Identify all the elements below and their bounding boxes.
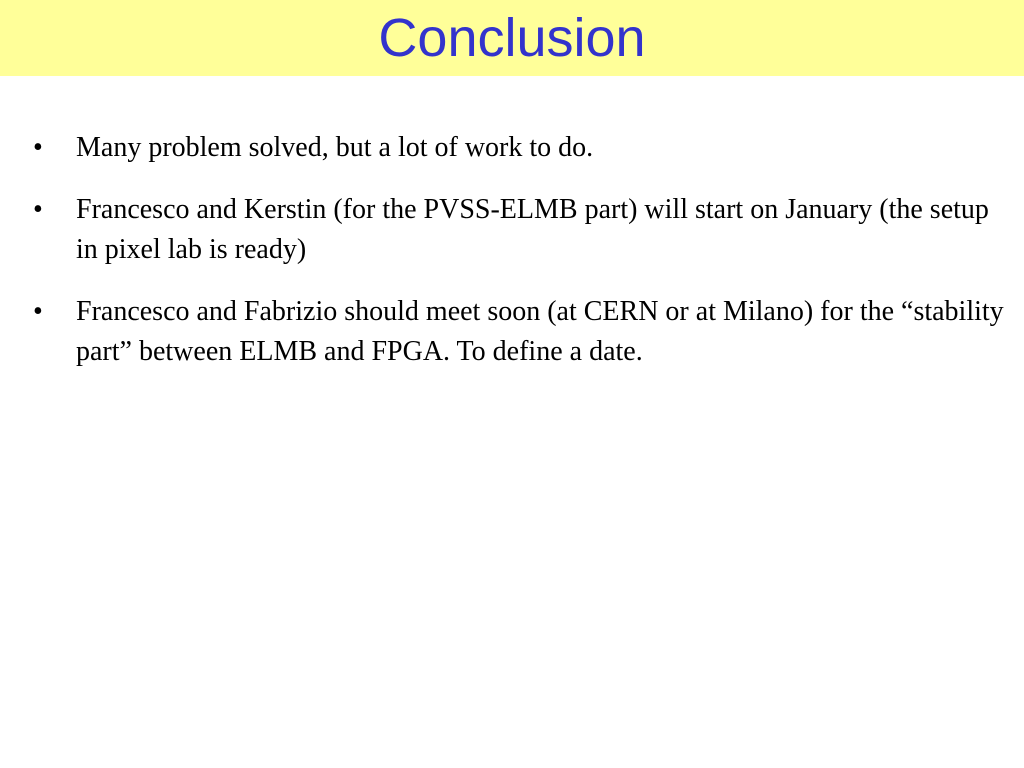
bullet-list [33, 128, 1013, 394]
bullet-item [33, 190, 1013, 270]
bullet-dot-icon: • [33, 296, 43, 327]
bullet-item [33, 292, 1013, 372]
slide-title: Conclusion [378, 8, 646, 68]
bullet-text: Francesco and Kerstin (for the PVSS-ELMB part) will start on January (the setup in pixel lab is ready) [76, 194, 989, 265]
bullet-dot-icon: • [33, 194, 43, 225]
bullet-item [33, 128, 1013, 168]
bullet-text: Many problem solved, but a lot of work to do. [76, 132, 594, 163]
bullet-dot-icon: • [33, 132, 43, 163]
bullet-text: Francesco and Fabrizio should meet soon (at CERN or at Milano) for the “stability part” between ELMB and FPGA. To define a date. [76, 296, 1004, 367]
